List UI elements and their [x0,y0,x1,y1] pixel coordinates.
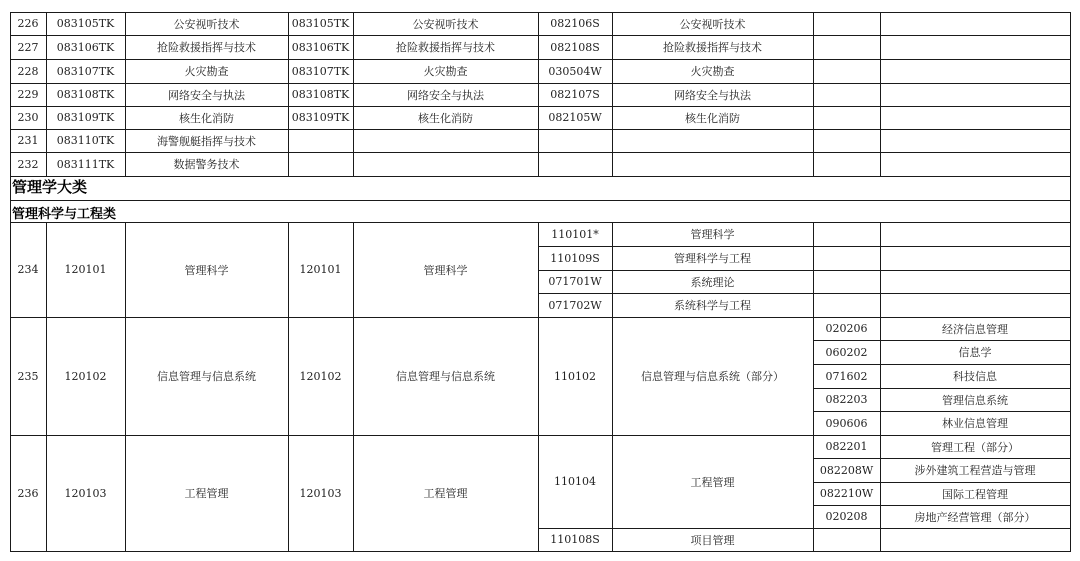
cell-major-code: 120102 [64,369,107,383]
cell-row-number: 235 [17,369,39,383]
cell-ref-name: 抢险救援指挥与技术 [663,41,762,54]
cell-extra-name: 房地产经营管理（部分） [914,510,1036,524]
cell-old-code: 120101 [299,263,342,276]
cell-major-code: 083105TK [56,17,115,30]
cell-extra-name [880,246,1070,270]
grid-line [538,12,539,177]
grid-line [10,317,1071,318]
grid-line [538,270,1071,271]
grid-line [125,222,126,552]
cell-ref-name: 管理科学与工程 [674,252,751,265]
grid-line [538,246,1071,247]
cell-old-name: 工程管理 [423,487,468,500]
cell-extra-code [813,246,880,270]
grid-line [880,12,881,177]
cell-extra-code: 060202 [825,345,868,359]
grid-line [353,12,354,177]
grid-line [1070,12,1071,177]
section-heading-subcategory: 管理科学与工程类 [12,207,117,222]
grid-line [125,12,126,177]
grid-line [10,222,11,552]
grid-line [813,505,1071,506]
grid-line [538,293,1071,294]
cell-major-code: 083109TK [56,111,115,124]
cell-old-name: 公安视听技术 [412,17,479,31]
cell-extra-code: 071602 [825,369,868,383]
cell-extra-code: 082201 [825,440,868,453]
grid-line [880,222,881,552]
cell-ref-code: 082107S [550,88,600,101]
cell-ref-code: 110104 [554,475,596,488]
grid-line [46,222,47,552]
cell-ref-name: 网络安全与执法 [674,88,751,102]
grid-line [813,12,814,177]
cell-extra-name: 林业信息管理 [942,417,1008,430]
cell-ref-code: 110108S [550,533,600,546]
cell-major-name: 数据警务技术 [173,158,240,171]
cell-ref-name: 项目管理 [690,533,735,547]
cell-extra-name: 信息学 [958,346,992,359]
cell-extra-name: 科技信息 [953,370,997,383]
cell-major-name: 工程管理 [184,487,229,500]
grid-line [1070,222,1071,552]
cell-extra-name: 国际工程管理 [942,487,1008,501]
grid-line [10,12,1071,13]
cell-ref-name: 火灾勘查 [690,65,735,78]
cell-old-name [353,152,538,176]
cell-row-number: 230 [17,111,39,124]
grid-line [612,222,613,552]
cell-old-name [353,129,538,152]
grid-line [10,59,1071,60]
cell-old-name: 抢险救援指挥与技术 [396,41,495,54]
grid-line [10,222,1071,223]
grid-line [10,106,1071,107]
grid-line [813,411,1071,412]
cell-old-name: 管理科学 [423,263,468,277]
grid-line [813,222,814,552]
grid-line [813,482,1071,483]
grid-line [10,551,1071,552]
cell-ref-code [538,129,612,152]
cell-ref-code: 071702W [548,298,602,312]
cell-extra-name: 涉外建筑工程营造与管理 [914,464,1036,477]
grid-line [10,83,1071,84]
cell-extra-name: 管理工程（部分） [931,440,1019,454]
cell-ref-name: 公安视听技术 [679,17,746,31]
grid-line [1070,176,1071,223]
cell-extra-code: 090606 [825,416,868,430]
grid-line [813,364,1071,365]
grid-line [813,340,1071,341]
cell-old-code: 083107TK [291,64,350,78]
cell-old-name: 信息管理与信息系统 [396,370,495,383]
cell-old-code: 083109TK [291,111,350,124]
cell-row-number: 236 [17,486,39,500]
cell-ref-name: 信息管理与信息系统（部分） [641,370,784,383]
cell-old-code [288,152,353,176]
cell-ref-code: 082105W [548,111,602,124]
cell-extra-code: 082203 [825,393,868,406]
grid-line [612,12,613,177]
grid-line [288,12,289,177]
cell-ref-name: 管理科学 [690,228,735,241]
cell-major-name: 海警舰艇指挥与技术 [157,134,256,148]
grid-line [10,129,1071,130]
cell-extra-code [813,270,880,293]
cell-old-code: 120103 [299,486,342,500]
cell-extra-code: 020208 [825,510,868,523]
cell-ref-name: 系统理论 [690,275,735,289]
cell-old-code: 083106TK [291,40,350,54]
grid-line [10,200,1071,201]
cell-ref-code: 082106S [550,17,600,30]
cell-major-name: 核生化消防 [179,111,234,125]
cell-row-number: 227 [17,40,39,54]
cell-extra-name [880,222,1070,246]
cell-extra-name: 经济信息管理 [942,322,1008,336]
grid-line [813,458,1071,459]
cell-ref-code [538,152,612,176]
cell-row-number: 232 [17,157,39,171]
cell-row-number: 231 [17,134,39,147]
cell-major-name: 火灾勘查 [184,65,229,78]
cell-old-name: 火灾勘查 [423,65,468,78]
grid-line [46,12,47,177]
cell-old-code: 083105TK [291,17,350,30]
cell-row-number: 229 [17,88,39,101]
grid-line [10,176,1071,177]
cell-old-name: 网络安全与执法 [407,88,484,102]
cell-extra-name [880,270,1070,293]
cell-extra-code [813,293,880,317]
cell-major-name: 公安视听技术 [173,17,240,31]
cell-major-name: 管理科学 [184,263,229,277]
cell-ref-code: 071701W [548,275,602,288]
cell-ref-name: 核生化消防 [685,111,740,125]
grid-line [353,222,354,552]
cell-major-name: 网络安全与执法 [168,88,245,102]
cell-ref-name: 系统科学与工程 [674,299,751,312]
grid-line [10,12,11,177]
cell-ref-code: 110102 [554,369,596,383]
grid-line [538,528,1071,529]
cell-old-code [288,129,353,152]
cell-ref-code: 082108S [550,40,600,54]
grid-line [813,388,1071,389]
cell-extra-code: 082210W [819,487,874,500]
grid-line [288,222,289,552]
cell-extra-name: 管理信息系统 [942,393,1008,407]
cell-extra-code: 020206 [825,322,868,335]
cell-major-code: 120101 [64,263,107,276]
grid-line [10,435,1071,436]
section-heading-category: 管理学大类 [12,178,88,196]
cell-major-code: 083111TK [56,157,115,171]
grid-line [10,35,1071,36]
cell-major-code: 120103 [64,486,107,500]
cell-extra-name [880,293,1070,317]
cell-major-code: 083106TK [56,40,115,54]
grid-line [10,176,11,223]
cell-ref-name [612,129,813,152]
cell-extra-code: 082208W [819,463,874,477]
cell-row-number: 234 [17,263,39,276]
cell-ref-name: 工程管理 [690,475,735,489]
cell-ref-code: 030504W [548,64,602,78]
cell-ref-code: 110109S [550,251,600,265]
grid-line [538,222,539,552]
cell-ref-code: 110101* [551,227,599,241]
cell-ref-name [612,152,813,176]
cell-row-number: 228 [17,64,39,78]
cell-major-name: 抢险救援指挥与技术 [157,41,256,54]
grid-line [10,152,1071,153]
cell-major-name: 信息管理与信息系统 [157,370,256,383]
cell-major-code: 083108TK [56,88,115,101]
cell-extra-code [813,222,880,246]
cell-major-code: 083110TK [56,134,115,147]
cell-major-code: 083107TK [56,64,115,78]
cell-old-name: 核生化消防 [418,111,473,125]
cell-row-number: 226 [17,17,39,30]
cell-old-code: 083108TK [291,88,350,101]
cell-old-code: 120102 [299,369,342,383]
